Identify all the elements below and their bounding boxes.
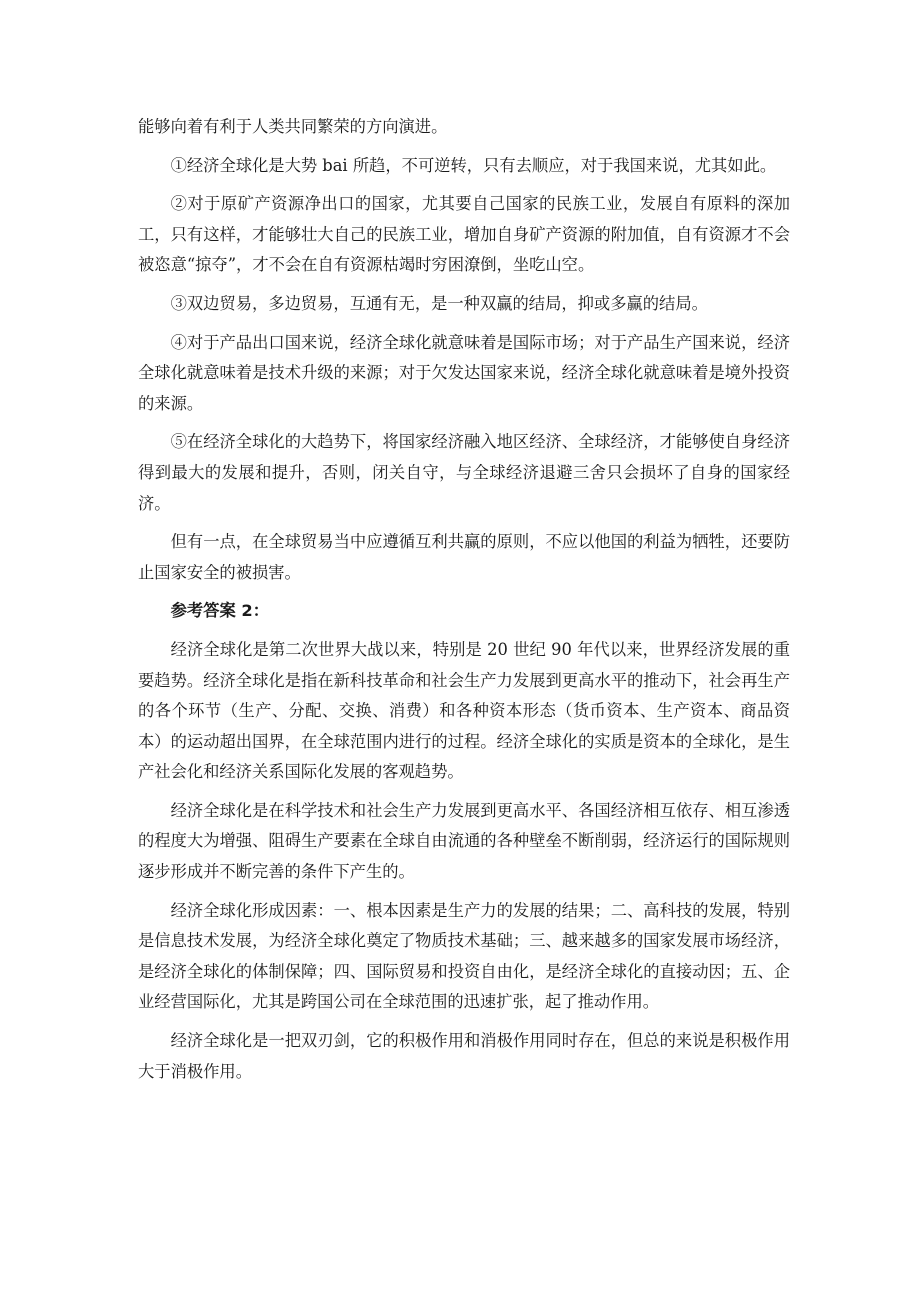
- paragraph-answer2-definition: 经济全球化是第二次世界大战以来，特别是 20 世纪 90 年代以来，世界经济发展的重要趋势。经济全球化是指在新科技革命和社会生产力发展到更高水平的推动下，社会再生产的各个环节（生产、分配、交换、消费）和各种资本形态（货币资本、生产资本、商品资本）的运动超出国界，在全球范围内进行的过程。经济全球化的实质是资本的全球化，是生产社会化和经济关系国际化发展的客观趋势。: [138, 639, 790, 782]
- paragraph-point-5: ⑤在经济全球化的大趋势下，将国家经济融入地区经济、全球经济，才能够使自身经济得到最大的发展和提升，否则，闭关自守，与全球经济退避三舍只会损坏了自身的国家经济。: [138, 432, 790, 513]
- paragraph-continuation: 能够向着有利于人类共同繁荣的方向演进。: [138, 117, 448, 136]
- paragraph-conclusion: 但有一点，在全球贸易当中应遵循互利共赢的原则，不应以他国的利益为牺牲，还要防止国家安全的被损害。: [138, 532, 790, 582]
- paragraph-point-1: ①经济全球化是大势 bai 所趋，不可逆转，只有去顺应，对于我国来说，尤其如此。: [170, 155, 777, 175]
- paragraph-answer2-factors: 经济全球化形成因素：一、根本因素是生产力的发展的结果；二、高科技的发展，特别是信息技术发展，为经济全球化奠定了物质技术基础；三、越来越多的国家发展市场经济，是经济全球化的体制保障；四、国际贸易和投资自由化，是经济全球化的直接动因；五、企业经营国际化，尤其是跨国公司在全球范围的迅速扩张，起了推动作用。: [138, 900, 790, 1012]
- paragraph-point-2: ②对于原矿产资源净出口的国家，尤其要自己国家的民族工业，发展自有原料的深加工，只有这样，才能够壮大自己的民族工业，增加自身矿产资源的附加值，自有资源才不会被恣意“掠夺”，才不会在自有资源枯竭时穷困潦倒，坐吃山空。: [138, 194, 790, 275]
- paragraph-point-4: ④对于产品出口国来说，经济全球化就意味着是国际市场；对于产品生产国来说，经济全球化就意味着是技术升级的来源；对于欠发达国家来说，经济全球化就意味着是境外投资的来源。: [138, 332, 790, 413]
- document-page: [138, 112, 790, 1095]
- paragraph-point-3: ③双边贸易，多边贸易，互通有无，是一种双赢的结局，抑或多赢的结局。: [170, 293, 708, 313]
- paragraph-answer2-conditions: 经济全球化是在科学技术和社会生产力发展到更高水平、各国经济相互依存、相互渗透的程度大为增强、阻碍生产要素在全球自由流通的各种壁垒不断削弱，经济运行的国际规则逐步形成并不断完善的条件下产生的。: [138, 800, 790, 882]
- paragraph-answer2-double-edged: 经济全球化是一把双刃剑，它的积极作用和消极作用同时存在，但总的来说是积极作用大于消极作用。: [138, 1031, 790, 1081]
- section-heading-answer-2: 参考答案 2：: [170, 601, 269, 621]
